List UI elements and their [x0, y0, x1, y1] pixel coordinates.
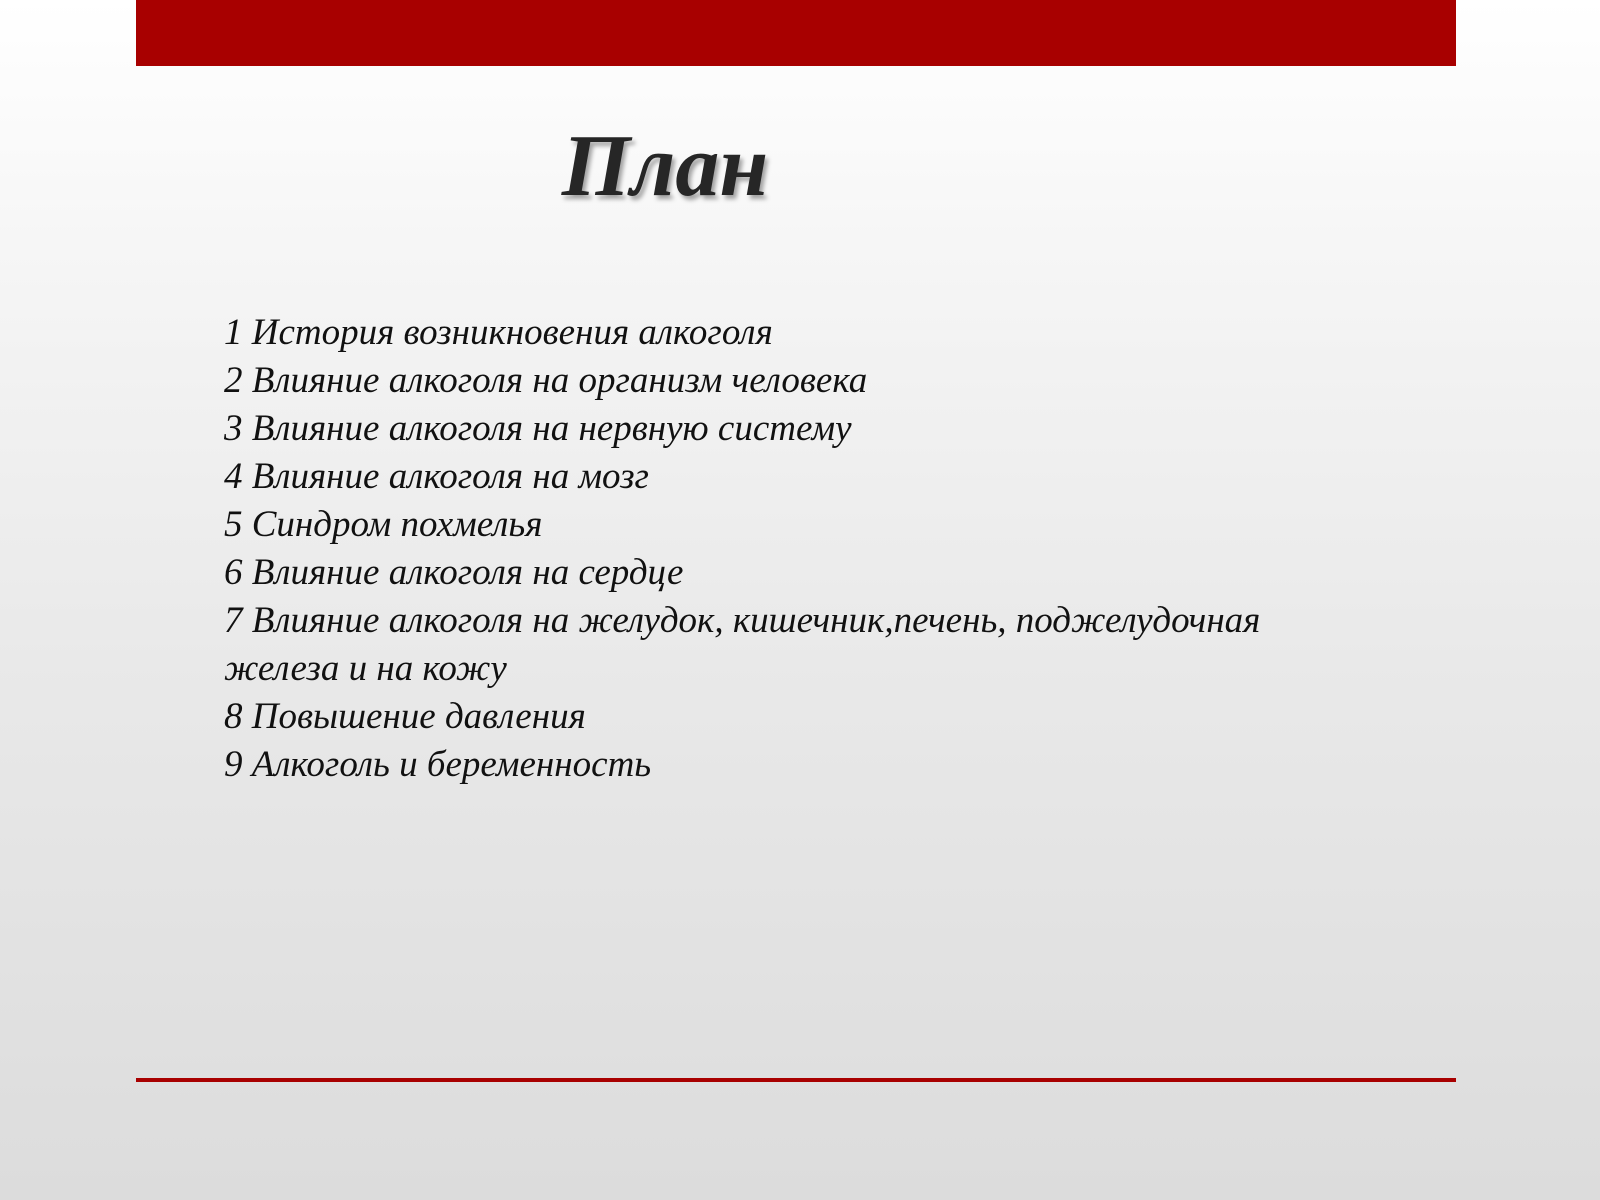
plan-list: [224, 309, 1384, 789]
plan-item-2: 2 Влияние алкоголя на организм человека: [224, 360, 868, 401]
plan-item-7: 7 Влияние алкоголя на желудок, кишечник,печень, поджелудочная железа и на кожу: [224, 600, 1261, 689]
slide-title: План: [561, 118, 769, 215]
plan-item-5: 5 Синдром похмелья: [224, 504, 543, 545]
top-accent-bar: [136, 0, 1456, 66]
plan-item-4: 4 Влияние алкоголя на мозг: [224, 456, 649, 497]
plan-item-3: 3 Влияние алкоголя на нервную систему: [224, 408, 852, 449]
plan-item-6: 6 Влияние алкоголя на сердце: [224, 552, 684, 593]
plan-item-1: 1 История возникновения алкоголя: [224, 312, 773, 353]
plan-item-8: 8 Повышение давления: [224, 696, 586, 737]
bottom-accent-rule: [136, 1078, 1456, 1082]
plan-item-9: 9 Алкоголь и беременность: [224, 744, 652, 785]
